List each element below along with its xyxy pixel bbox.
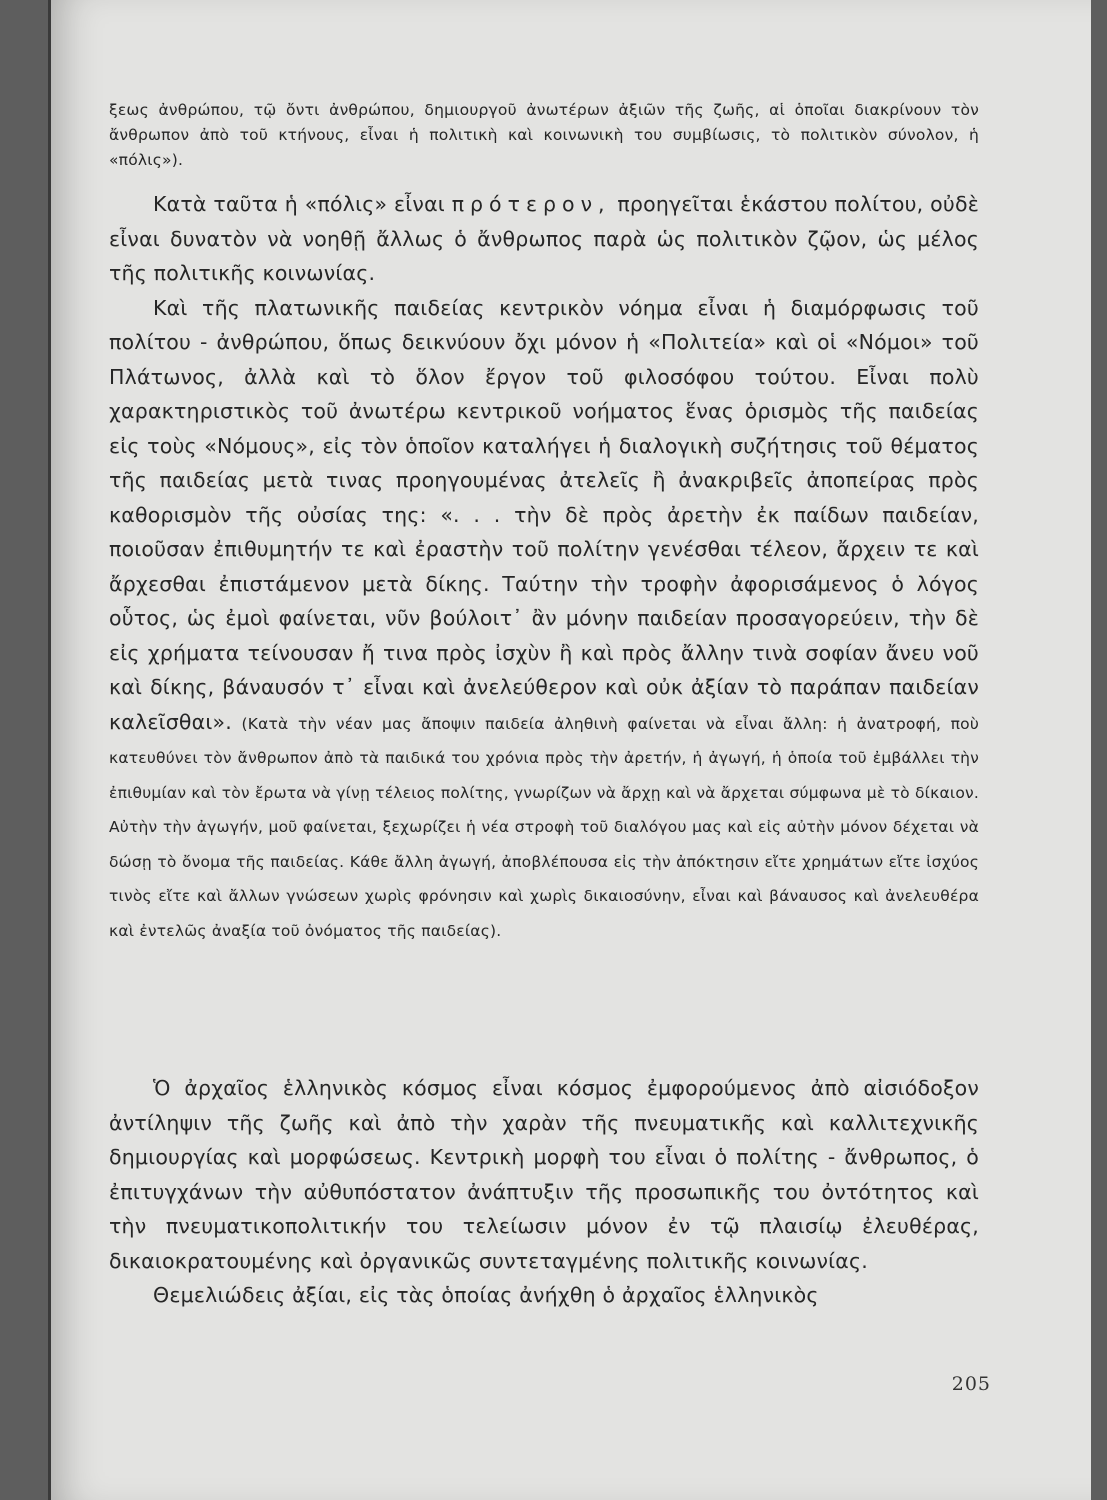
- lower-text-block: [109, 1071, 979, 1313]
- p2-main: Καὶ τῆς πλατωνικῆς παιδείας κεντρικὸν νόημα εἶναι ἡ διαμόρφωσις τοῦ πολίτου - ἀνθρώπου, ὅπως δεικνύουν ὄχι μόνον ἡ «Πολιτεία» καὶ οἱ «Νόμοι» τοῦ Πλάτωνος, ἀλλὰ καὶ τὸ ὅλον ἔργον τοῦ φιλοσόφου τούτου. Εἶναι πολὺ χαρακτηριστικὸς τοῦ ἀνωτέρω κεντρικοῦ νοήματος ἕνας ὁρισμὸς τῆς παιδείας εἰς τοὺς «Νόμους», εἰς τὸν ὁποῖον καταλήγει ἡ διαλογικὴ συζήτησις τοῦ θέματος τῆς παιδείας μετὰ τινας προηγουμένας ἀτελεῖς ἢ ἀνακριβεῖς ἀποπείρας πρὸς καθορισμὸν τῆς οὐσίας της: «. . . τὴν δὲ πρὸς ἀρετὴν ἐκ παίδων παιδείαν, ποιοῦσαν ἐπιθυμητήν τε καὶ ἐραστὴν τοῦ πολίτην γενέσθαι τέλεον, ἄρχειν τε καὶ ἄρχεσθαι ἐπιστάμενον μετὰ δίκης. Ταύτην τὴν τροφὴν ἀφορισάμενος ὁ λόγος οὗτος, ὡς ἐμοὶ φαίνεται, νῦν βούλοιτ᾽ ἂν μόνην παιδείαν προσαγορεύειν, τὴν δὲ εἰς χρήματα τείνουσαν ἤ τινα πρὸς ἰσχὺν ἢ καὶ πρὸς ἄλλην τινὰ σοφίαν ἄνευ νοῦ καὶ δίκης, βάναυσόν τ᾽ εἶναι καὶ ἀνελεύθερον καὶ οὐκ ἀξίαν τὸ παράπαν παιδείαν καλεῖσθαι».: [109, 295, 979, 734]
- paragraph-polis: [109, 187, 979, 291]
- p1-before: Κατὰ ταῦτα ἡ «πόλις» εἶναι: [153, 192, 452, 216]
- p1-after: προηγεῖται ἑκάστου πολίτου, οὐδὲ εἶναι δυνατὸν νὰ νοηθῇ ἄλλως ὁ ἄνθρωπος παρὰ ὡς πολιτικὸν ζῷον, ὡς μέλος τῆς πολιτικῆς κοινωνίας.: [109, 192, 979, 285]
- paragraph-platonic-education: [109, 291, 979, 947]
- page-number: 205: [951, 1373, 991, 1395]
- spaced-word: πρότερον,: [451, 192, 611, 216]
- paragraph-ancient-world: Ὁ ἀρχαῖος ἑλληνικὸς κόσμος εἶναι κόσμος ἐμφορούμενος ἀπὸ αἰσιόδοξον ἀντίληψιν τῆς ζωῆς καὶ ἀπὸ τὴν χαρὰν τῆς πνευματικῆς καὶ καλλιτεχνικῆς δημιουργίας καὶ μορφώσεως. Κεντρικὴ μορφὴ του εἶναι ὁ πολίτης - ἄνθρωπος, ὁ ἐπιτυγχάνων τὴν αὐθυπόστατον ἀνάπτυξιν τῆς προσωπικῆς του ὀντότητος καὶ τὴν πνευματικοπολιτικήν του τελείωσιν μόνον ἐν τῷ πλαισίῳ ἐλευθέρας, δικαιοκρατουμένης καὶ ὀργανικῶς συντεταγμένης πολιτικῆς κοινωνίας.: [109, 1076, 979, 1273]
- book-page: [48, 0, 1091, 1500]
- paragraph-fundamental-values: Θεμελιώδεις ἀξίαι, εἰς τὰς ὁποίας ἀνήχθη ὁ ἀρχαῖος ἑλληνικὸς: [153, 1283, 819, 1307]
- top-text-block: [109, 98, 979, 173]
- p2-note: (Κατὰ τὴν νέαν μας ἄποψιν παιδεία ἀληθινὴ φαίνεται νὰ εἶναι ἄλλη: ἡ ἀνατροφή, ποὺ κατευθύνει τὸν ἄνθρωπον ἀπὸ τὰ παιδικά του χρόνια πρὸς τὴν ἀρετήν, ἡ ἀγωγή, ἡ ὁποία τοῦ ἐμβάλλει τὴν ἐπιθυμίαν καὶ τὸν ἔρωτα νὰ γίνῃ τέλειος πολίτης, γνωρίζων νὰ ἄρχῃ καὶ νὰ ἄρχεται σύμφωνα μὲ τὸ δίκαιον. Αὐτὴν τὴν ἀγωγήν, μοῦ φαίνεται, ξεχωρίζει ἡ νέα στροφὴ τοῦ διαλόγου μας καὶ εἰς αὐτὴν μόνον δέχεται νὰ δώσῃ τὸ ὄνομα τῆς παιδείας. Κάθε ἄλλη ἀγωγή, ἀποβλέπουσα εἰς τὴν ἀπόκτησιν εἴτε χρημάτων εἴτε ἰσχύος τινὸς εἴτε καὶ ἄλλων γνώσεων χωρὶς φρόνησιν καὶ χωρὶς δικαιοσύνην, εἶναι καὶ βάναυσος καὶ ἀνελευθέρα καὶ ἐντελῶς ἀναξία τοῦ ὀνόματος τῆς παιδείας).: [109, 714, 979, 940]
- continued-footnote-paragraph: ξεως ἀνθρώπου, τῷ ὄντι ἀνθρώπου, δημιουργοῦ ἀνωτέρων ἀξιῶν τῆς ζωῆς, αἱ ὁποῖαι διακρίνουν τὸν ἄνθρωπον ἀπὸ τοῦ κτήνους, εἶναι ἡ πολιτικὴ καὶ κοινωνικὴ του συμβίωσις, τὸ πολιτικὸν σύνολον, ἡ «πόλις»).: [109, 101, 979, 169]
- main-text-block: [109, 187, 979, 946]
